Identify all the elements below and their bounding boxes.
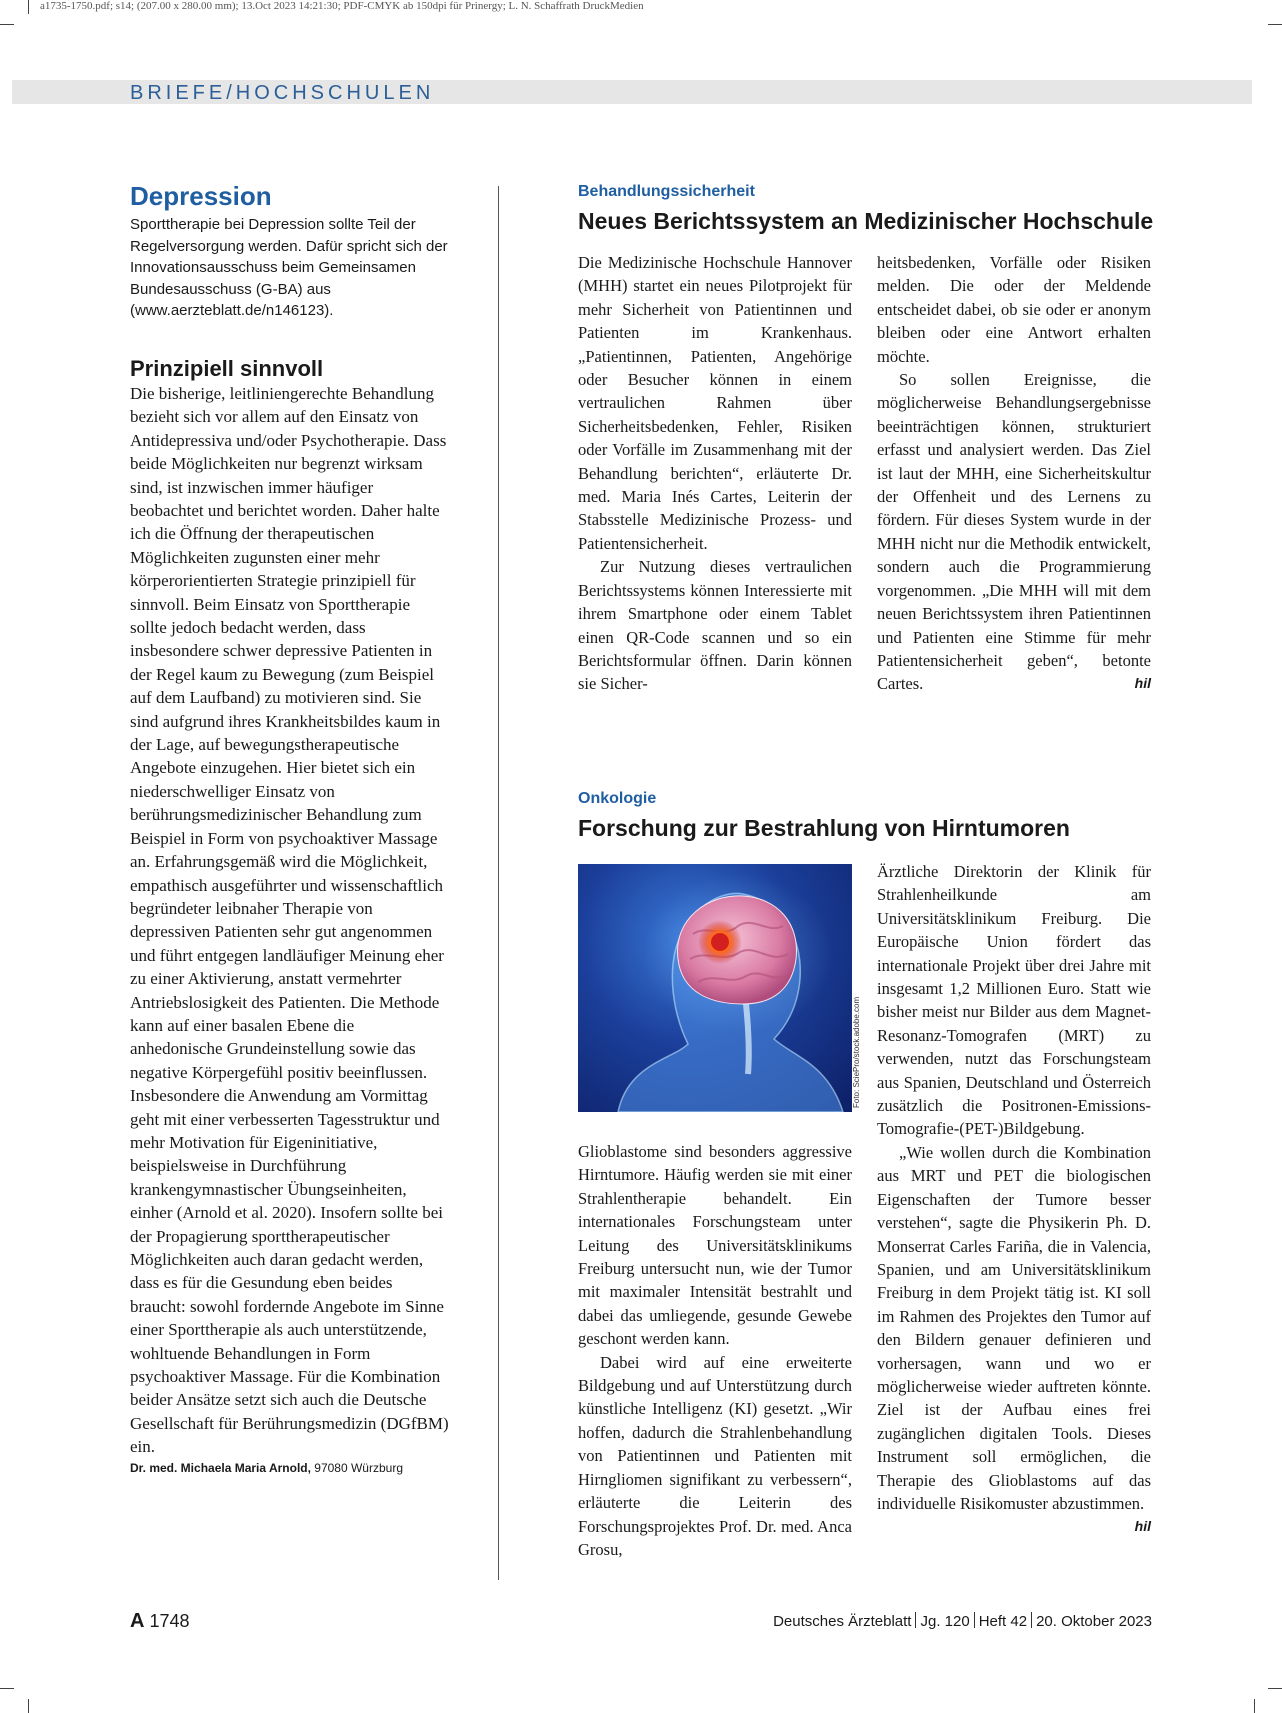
page-letter: A [130,1610,145,1632]
crop-mark [0,24,14,25]
column-divider [498,186,499,1580]
article2-paragraph-text: „Wie wollen durch die Kombination aus MRT und PET die biologischen Eigenschaften der Tumore besser verstehen“, sagte die Physikerin Ph. D. Monserrat Carles Fariña, die in Valencia, Spanien, und am Universitätsklinikum Freiburg in dem Projekt tätig ist. KI soll im Rahmen des Projektes den Tumor auf den Bildern genauer definieren und vorhersagen, wann und wo er möglicherweise wieder auftreten könnte. Ziel ist der Aufbau eines frei zugänglichen digitalen Tools. Dieses Instrument soll ermöglichen, die Therapie des Glioblastoms auf das individuelle Risikomuster abzustimmen. [877,1142,1151,1513]
footer-separator [915,1612,916,1628]
print-metadata: a1735-1750.pdf; s14; (207.00 x 280.00 mm); 13.Oct 2023 14:21:30; PDF-CMYK ab 150dpi für Prinergy; L. N. Schaffrath DruckMedien [40,0,644,12]
letter-signature [130,1461,450,1475]
article1-column-1 [578,251,852,696]
crop-mark [0,1688,14,1689]
article2-paragraph: Ärztliche Direktorin der Klinik für Strahlenheilkunde am Universitätsklinikum Freiburg. Die Europäische Union fördert das internationale Projekt über drei Jahre mit insgesamt 1,2 Millionen Euro. Statt wie bisher meist nur Bilder aus dem Magnet-Resonanz-Tomografen (MRT) zu verwenden, nutzt das Forschungsteam aus Spanien, Deutschland und Österreich zusätzlich die Positronen-Emissions-Tomografie-(PET-)Bildgebung. [877,862,1151,1139]
article2-paragraph [877,1141,1151,1535]
signature-place: 97080 Würzburg [310,1460,403,1475]
article1-paragraph-text: So sollen Ereignisse, die möglicherweise Behandlungsergebnisse beeinträchtigen können, strukturiert erfasst und analysiert werden. Das Ziel ist laut der MHH, eine Sicherheitskultur der Offenheit und des Lernens zu fördern. Für dieses System wurde in der MHH nicht nur die Methodik entwickelt, sondern auch die Programmierung vorgenommen. „Die MHH will mit dem neuen Berichtssystem ihren Patientinnen und Patienten eine Stimme für mehr Patientensicherheit geben“, betonte Cartes. [877,370,1151,694]
crop-mark [1268,24,1282,25]
crop-mark [28,0,29,14]
article2-column-1 [578,1140,852,1561]
article1-headline: Neues Berichtssystem an Medizinischer Hochschule [578,208,1154,234]
article1-paragraph: Die Medizinische Hochschule Hannover (MHH) startet ein neues Pilotprojekt für mehr Sicherheit von Patientinnen und Patienten im Krankenhaus. „Patientinnen, Patienten, Angehörige oder Besucher können in einem vertraulichen Rahmen über Sicherheitsbedenken, Fehler, Risiken oder Vorfälle im Zusammenhang mit der Behandlung berichten“, erläuterte Dr. med. Maria Inés Cartes, Leiterin der Stabsstelle Medizinische Prozess- und Patientensicherheit. [578,253,852,553]
letter-lead: Sporttherapie bei Depression sollte Teil der Regelversorgung werden. Dafür spricht sich der Innovationsausschuss beim Gemeinsamen Bundesausschuss (G-BA) aus (www.aerzteblatt.de/n146123). [130,216,448,320]
journal-date: 20. Oktober 2023 [1036,1613,1152,1630]
journal-volume: Jg. 120 [920,1613,970,1630]
article2-column-2 [877,860,1151,1539]
letter-subheading: Prinzipiell sinnvoll [130,355,324,381]
article2-header [578,789,1158,843]
article1-paragraph [877,368,1151,696]
journal-name: Deutsches Ärzteblatt [773,1613,912,1630]
brain-illustration [578,864,852,1112]
brain-tumor-photo [578,864,852,1112]
article1-author: hil [1134,675,1151,692]
journal-issue: Heft 42 [978,1613,1028,1630]
article1-paragraph: Zur Nutzung dieses vertraulichen Berichtssystems können Interessierte mit ihrem Smartphone oder einem Tablet einen QR-Code scannen und so ein Berichtsformular öffnen. Darin können sie Sicher- [578,557,852,694]
article2-headline: Forschung zur Bestrahlung von Hirntumoren [578,815,1070,841]
article2-kicker: Onkologie [578,790,657,807]
letter-body: Die bisherige, leitliniengerechte Behandlung bezieht sich vor allem auf den Einsatz von Antidepressiva und/oder Psychotherapie. Dass beide Möglichkeiten nur begrenzt wirksam sind, ist inzwischen immer häufiger beobachtet und berichtet worden. Daher halte ich die Öffnung der therapeutischen Möglichkeiten zugunsten einer mehr körperorientierten Strategie prinzipiell für sinnvoll. Beim Einsatz von Sporttherapie sollte jedoch bedacht werden, dass insbesondere schwer depressive Patienten in der Regel kaum zu Bewegung (zum Beispiel auf dem Laufband) zu motivieren sind. Sie sind aufgrund ihres Krankheitsbildes kaum in der Lage, auf bewegungstherapeutische Angebote einzugehen. Hier bietet sich ein niederschwelliger Einsatz von berührungsmedizinischer Behandlung zum Beispiel in Form von psychoaktiver Massage an. Erfahrungsgemäß wird die Möglichkeit, empathisch ausgeführter und wissenschaftlich begründeter leibnaher Therapie von depressiven Patienten sehr gut angenommen und führt entgegen landläufiger Meinung eher zu einer Aktivierung, anstatt vermehrter Antriebslosigkeit des Patienten. Die Methode kann auf einer basalen Ebene die anhedonische Grundeinstellung sowie das negative Körpergefühl positiv beeinflussen. Insbesondere die Anwendung am Vormittag geht mit einer verbesserten Tagesstruktur und mehr Motivation für Eigeninitiative, beispielsweise in Durchführung krankengymnastischer Übungseinheiten, einher (Arnold et al. 2020). Insofern sollte bei der Propagierung sporttherapeutischer Möglichkeiten auch daran gedacht werden, dass es für die Gesundung eben beides braucht: sowohl fordernde Angebote im Sinne einer Sporttherapie als auch unterstützende, wohltuende Behandlungen in Form psychoaktiver Massage. Für die Kombination beider Ansätze setzt sich auch die Deutsche Gesellschaft für Berührungsmedizin (DGfBM) ein. [130,383,449,1457]
article2-author: hil [1134,1518,1151,1535]
article2-paragraph: Glioblastome sind besonders aggressive Hirntumore. Häufig werden sie mit einer Strahlentherapie behandelt. Ein internationales Forschungsteam unter Leitung des Universitätsklinikums Freiburg untersucht nun, wie der Tumor mit maximaler Intensität bestrahlt und dabei das umliegende, gesunde Gewebe geschont werden kann. [578,1142,852,1349]
article1-header [578,182,1158,236]
footer-separator [1031,1612,1032,1628]
crop-mark [28,1699,29,1713]
footer-citation [773,1612,1152,1630]
article2-paragraph: Dabei wird auf eine erweiterte Bildgebung und auf Unterstützung durch künstliche Intelligenz (KI) gesetzt. „Wir hoffen, dadurch die Strahlenbehandlung von Patientinnen und Patienten mit Hirngliomen signifikant zu verbessern“, erläuterte die Leiterin des Forschungsprojektes Prof. Dr. med. Anca Grosu, [578,1352,852,1559]
crop-mark [1254,1699,1255,1713]
crop-mark [1268,1688,1282,1689]
article1-column-2 [877,251,1151,696]
footer-separator [974,1612,975,1628]
photo-credit [852,864,866,1112]
section-title: BRIEFE/HOCHSCHULEN [130,82,435,104]
photo-credit-text: Foto: SciePro/stock.adobe.com [852,996,861,1108]
page-number [130,1610,190,1633]
signature-name: Dr. med. Michaela Maria Arnold, [130,1460,311,1475]
letter-column [130,180,450,1475]
article1-paragraph: heitsbedenken, Vorfälle oder Risiken melden. Die oder der Meldende entscheidet dabei, ob sie oder er anonym bleiben oder eine Antwort erhalten möchte. [877,253,1151,366]
article1-kicker: Behandlungssicherheit [578,183,755,200]
page-number-value: 1748 [149,1611,190,1631]
letter-title: Depression [130,181,272,211]
